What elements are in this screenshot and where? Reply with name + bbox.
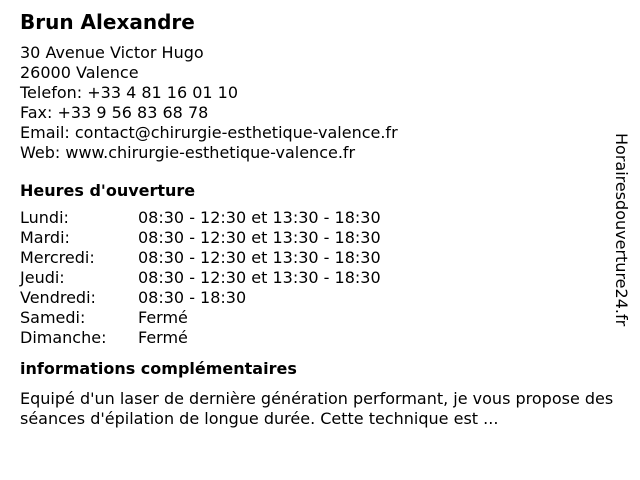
day-label: Vendredi: [20,288,96,307]
business-card [20,8,615,429]
opening-hours-row [20,328,615,348]
street-address: 30 Avenue Victor Hugo [20,43,204,62]
website-address: Web: www.chirurgie-esthetique-valence.fr [20,143,356,162]
hours-value: 08:30 - 18:30 [138,288,247,307]
opening-hours-row [20,288,615,308]
additional-info-title: informations complémentaires [20,359,297,378]
watermark: Horairesdouverture24.fr [612,133,631,327]
hours-value: 08:30 - 12:30 et 13:30 - 18:30 [138,268,381,287]
opening-hours-title: Heures d'ouverture [20,181,196,200]
day-label: Lundi: [20,208,69,227]
opening-hours-row [20,228,615,248]
email-address: Email: contact@chirurgie-esthetique-valence.fr [20,123,398,142]
day-label: Dimanche: [20,328,107,347]
fax-number: Fax: +33 9 56 83 68 78 [20,103,209,122]
hours-value: 08:30 - 12:30 et 13:30 - 18:30 [138,228,381,247]
phone-number: Telefon: +33 4 81 16 01 10 [20,83,239,102]
day-label: Samedi: [20,308,86,327]
opening-hours-row [20,308,615,328]
day-label: Jeudi: [20,268,65,287]
hours-value: 08:30 - 12:30 et 13:30 - 18:30 [138,248,381,267]
opening-hours-row [20,268,615,288]
hours-value: Fermé [138,328,188,347]
day-label: Mardi: [20,228,70,247]
business-name: Brun Alexandre [20,10,195,34]
hours-value: 08:30 - 12:30 et 13:30 - 18:30 [138,208,381,227]
additional-info-description: Equipé d'un laser de dernière génération performant, je vous propose des séances d'épilation de longue durée. Cette technique est ... [20,389,614,428]
opening-hours-row [20,248,615,268]
hours-value: Fermé [138,308,188,327]
day-label: Mercredi: [20,248,95,267]
city-address: 26000 Valence [20,63,139,82]
opening-hours-row [20,208,615,228]
